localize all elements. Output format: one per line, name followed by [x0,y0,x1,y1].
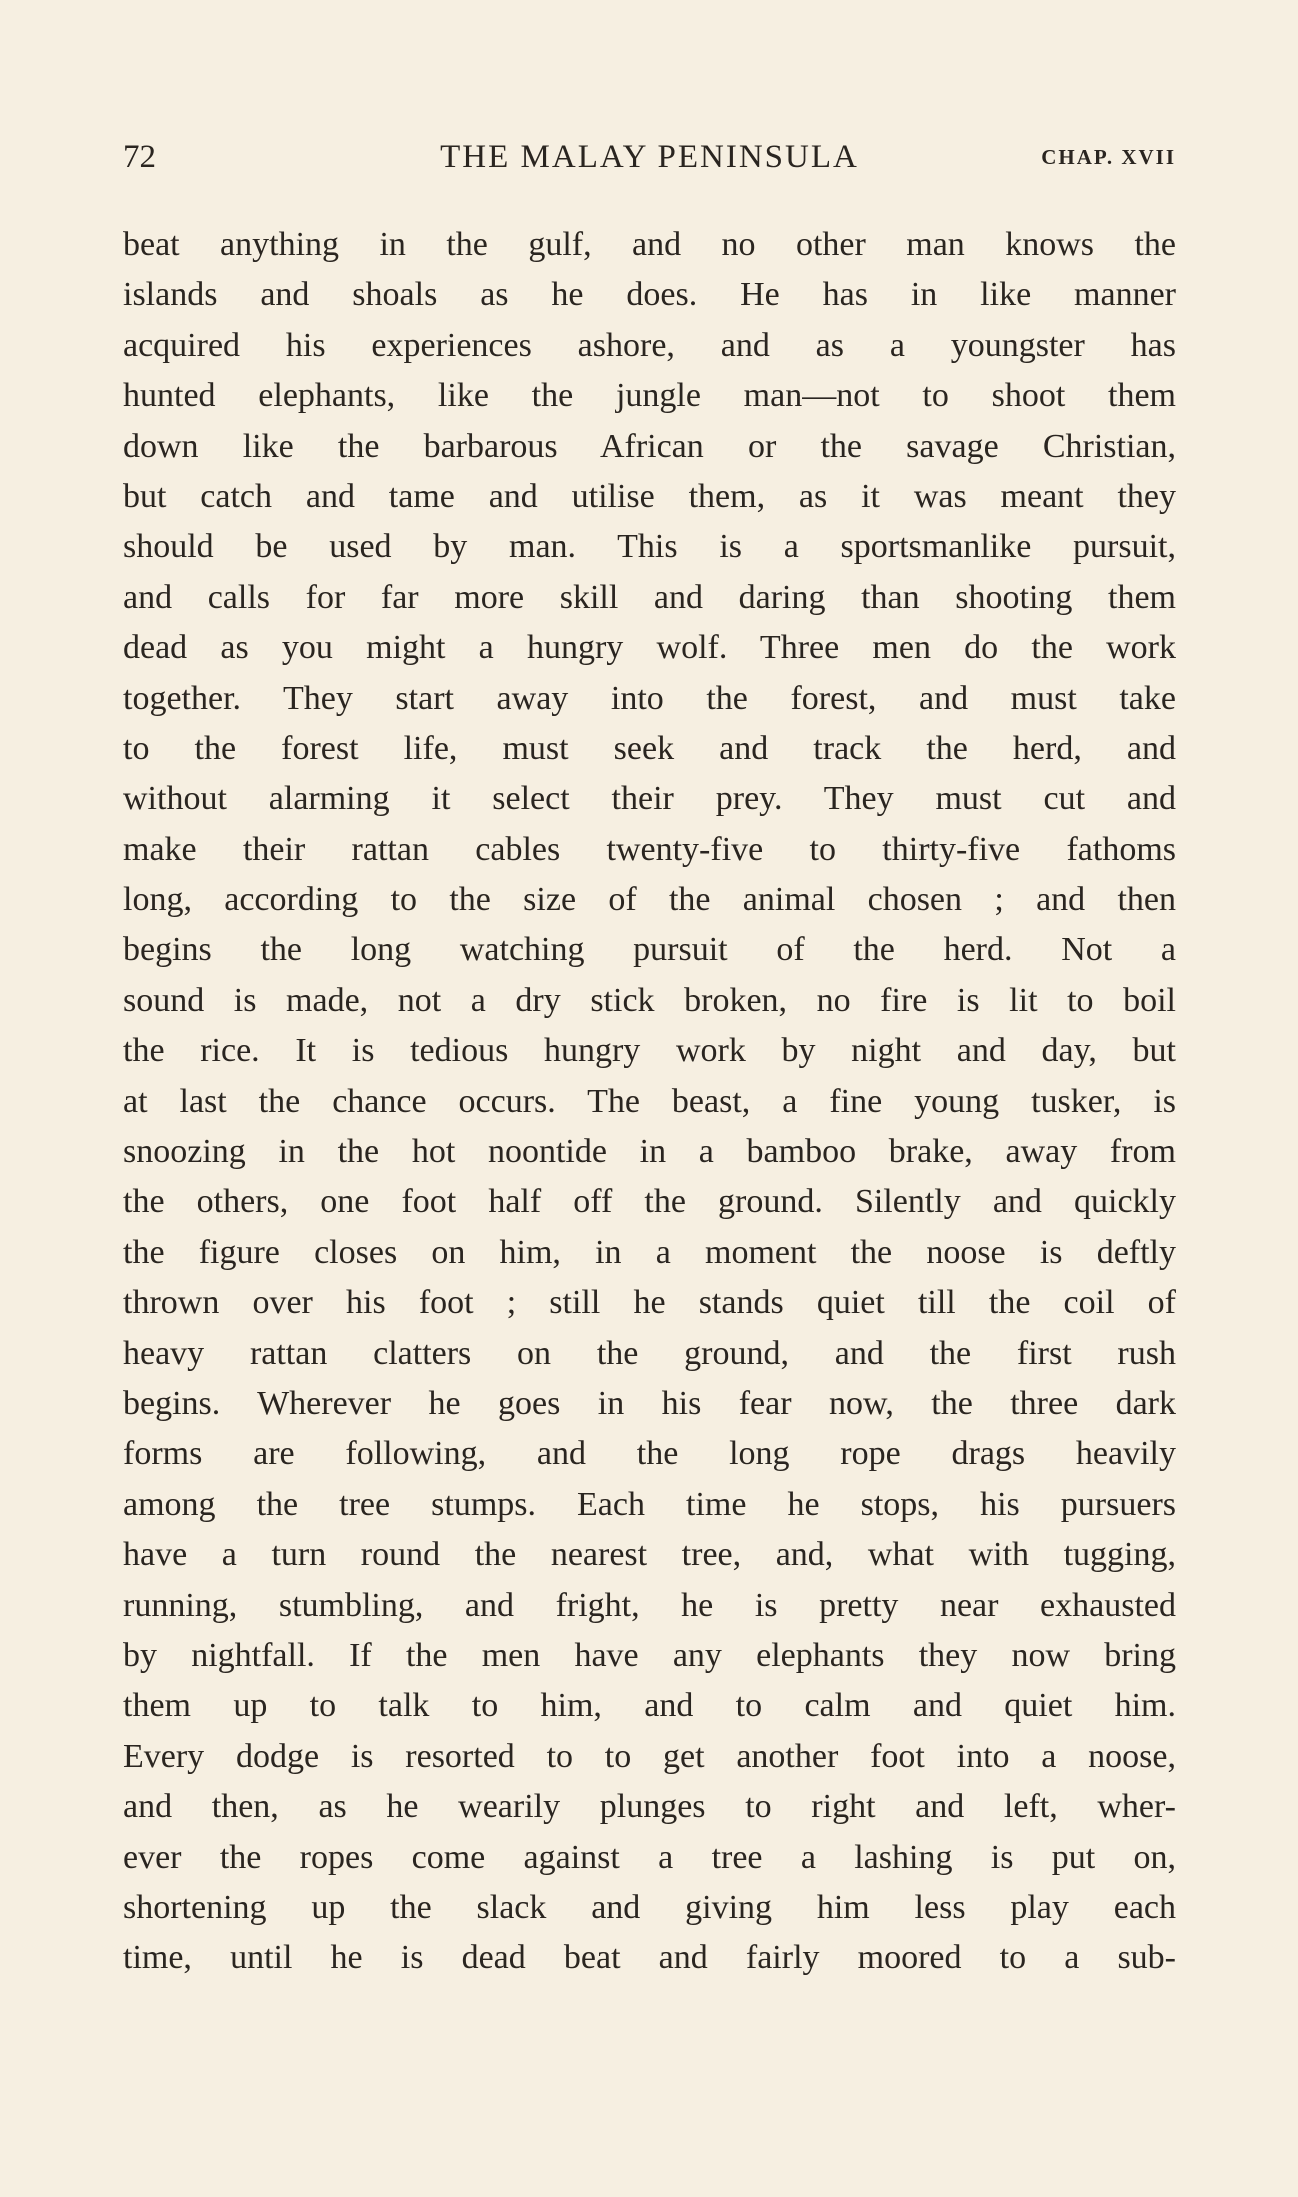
text-line: and then, as he wearily plunges to right and left, wher- [123,1788,1176,1826]
text-line: make their rattan cables twenty-five to thirty-five fathoms [123,830,1176,868]
text-line: but catch and tame and utilise them, as it was meant they [123,477,1176,515]
chapter-label: CHAP. XVII [1041,145,1176,169]
text-line: at last the chance occurs. The beast, a fine young tusker, is [123,1082,1176,1120]
text-line: ever the ropes come against a tree a lashing is put on, [123,1838,1176,1876]
text-line: heavy rattan clatters on the ground, and the first rush [123,1334,1176,1372]
text-line: acquired his experiences ashore, and as a youngster has [123,326,1176,364]
text-line: thrown over his foot ; still he stands quiet till the coil of [123,1284,1176,1322]
text-line: dead as you might a hungry wolf. Three men do the work [123,629,1176,667]
text-line: sound is made, not a dry stick broken, no fire is lit to boil [123,981,1176,1019]
text-line: hunted elephants, like the jungle man—not to shoot them [123,377,1176,415]
text-line: islands and shoals as he does. He has in like manner [123,276,1176,314]
text-line: forms are following, and the long rope drags heavily [123,1435,1176,1473]
text-line: time, until he is dead beat and fairly moored to a sub- [123,1939,1176,1977]
text-line: begins the long watching pursuit of the herd. Not a [123,931,1176,969]
text-line: them up to talk to him, and to calm and quiet him. [123,1687,1176,1725]
page-number: 72 [123,139,156,175]
text-line: among the tree stumps. Each time he stops, his pursuers [123,1485,1176,1523]
text-line: shortening up the slack and giving him less play each [123,1888,1176,1926]
running-title: THE MALAY PENINSULA [440,139,859,175]
text-line: have a turn round the nearest tree, and, what with tugging, [123,1536,1176,1574]
text-line: by nightfall. If the men have any elephants they now bring [123,1636,1176,1674]
text-line: down like the barbarous African or the savage Christian, [123,427,1176,465]
text-line: snoozing in the hot noontide in a bamboo brake, away from [123,1133,1176,1171]
text-line: running, stumbling, and fright, he is pretty near exhausted [123,1586,1176,1624]
text-line: without alarming it select their prey. They must cut and [123,780,1176,818]
text-line: beat anything in the gulf, and no other man knows the [123,226,1176,263]
text-line: should be used by man. This is a sportsmanlike pursuit, [123,528,1176,566]
text-line: long, according to the size of the animal chosen ; and then [123,881,1176,919]
text-line: and calls for far more skill and daring than shooting them [123,578,1176,616]
text-line: Every dodge is resorted to to get another foot into a noose, [123,1737,1176,1775]
text-line: the figure closes on him, in a moment the noose is deftly [123,1233,1176,1271]
text-line: together. They start away into the forest, and must take [123,679,1176,717]
body-text [123,220,1176,1984]
text-line: the others, one foot half off the ground. Silently and quickly [123,1183,1176,1221]
text-line: begins. Wherever he goes in his fear now, the three dark [123,1384,1176,1422]
text-line: the rice. It is tedious hungry work by night and day, but [123,1032,1176,1070]
text-line: to the forest life, must seek and track the herd, and [123,729,1176,767]
running-head [123,132,1176,182]
